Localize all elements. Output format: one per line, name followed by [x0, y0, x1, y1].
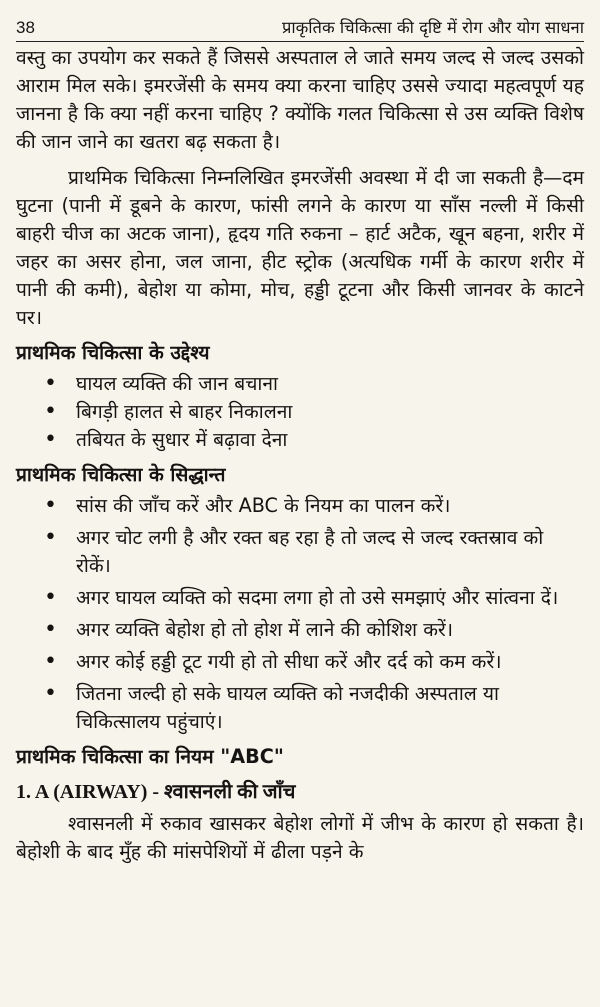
running-title: प्राकृतिक चिकित्सा की दृष्टि में रोग और योग साधना: [281, 18, 584, 37]
airway-paragraph: श्वासनली में रुकाव खासकर बेहोश लोगों में जीभ के कारण हो सकता है। बेहोशी के बाद मुँह की मांसपेशियों में ढीला पड़ने के: [16, 812, 584, 863]
bullet-icon: •: [44, 371, 57, 396]
principles-list: [16, 492, 584, 736]
list-item: • अगर कोई हड्डी टूट गयी हो तो सीधा करें और दर्द को कम करें।: [44, 649, 502, 674]
list-item: • तबियत के सुधार में बढ़ावा देना: [44, 427, 288, 452]
list-item: • अगर चोट लगी है और रक्त बह रहा है तो जल्द से जल्द रक्तस्राव को रोकें।: [44, 525, 544, 577]
airway-subheading: 1. A (AIRWAY) - श्वासनली की जाँच: [16, 781, 296, 803]
page-number: 38: [16, 18, 35, 37]
objectives-heading: प्राथमिक चिकित्सा के उद्देश्य: [16, 341, 210, 364]
bullet-icon: •: [44, 681, 57, 706]
list-item: • अगर घायल व्यक्ति को सदमा लगा हो तो उसे समझाएं और सांत्वना दें।: [44, 585, 559, 610]
list-item: • बिगड़ी हालत से बाहर निकालना: [44, 399, 293, 424]
header-rule: [16, 41, 584, 42]
abc-rule-heading: प्राथमिक चिकित्सा का नियम "ABC": [16, 745, 284, 768]
bullet-icon: •: [44, 649, 57, 674]
objectives-list: [16, 370, 584, 454]
bullet-icon: •: [44, 493, 57, 518]
list-item: • जितना जल्दी हो सके घायल व्यक्ति को नजदीकी अस्पताल या चिकित्सालय पहुंचाएं।: [44, 681, 500, 733]
emergencies-paragraph: प्राथमिक चिकित्सा निम्नलिखित इमरजेंसी अवस्था में दी जा सकती है—दम घुटना (पानी में डूबने के कारण, फांसी लगने के कारण या साँस नल्ली में किसी बाहरी चीज का अटक जाना), हृदय गति रुकना – हार्ट अटैक, खून बहना, शरीर में जहर का असर होना, जल जाना, हीट स्ट्रोक (अत्यधिक गर्मी के कारण शरीर में पानी की कमी), बेहोश या कोमा, मोच, हड्डी टूटना और किसी जानवर के काटने पर।: [16, 166, 584, 329]
running-header: [16, 14, 584, 40]
bullet-icon: •: [44, 399, 57, 424]
intro-paragraph: वस्तु का उपयोग कर सकते हैं जिससे अस्पताल ले जाते समय जल्द से जल्द उसको आराम मिल सके। इमरजेंसी के समय क्या करना चाहिए उससे ज्यादा महत्वपूर्ण यह जानना है कि क्या नहीं करना चाहिए ? क्योंकि गलत चिकित्सा से उस व्यक्ति विशेष की जान जाने का खतरा बढ़ सकता है।: [16, 46, 584, 153]
bullet-icon: •: [44, 617, 57, 642]
bullet-icon: •: [44, 525, 57, 550]
bullet-icon: •: [44, 427, 57, 452]
principles-heading: प्राथमिक चिकित्सा के सिद्धान्त: [16, 463, 226, 486]
list-item: • अगर व्यक्ति बेहोश हो तो होश में लाने की कोशिश करें।: [44, 617, 454, 642]
list-item: • घायल व्यक्ति की जान बचाना: [44, 371, 279, 396]
list-item: • सांस की जाँच करें और ABC के नियम का पालन करें।: [44, 493, 451, 518]
bullet-icon: •: [44, 585, 57, 610]
